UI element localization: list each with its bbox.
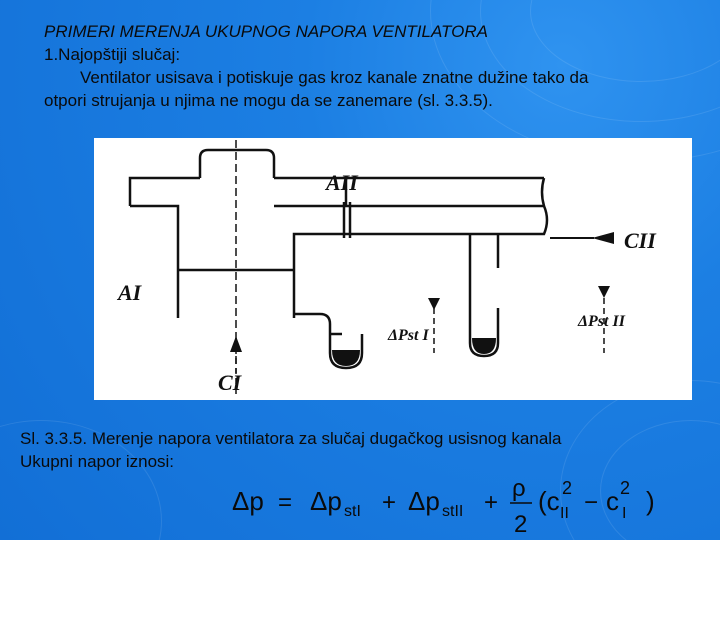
description-line-1: Ventilator usisava i potiskuje gas kroz kanale znatne dužine tako da xyxy=(80,68,589,87)
label-C-I: CI xyxy=(218,370,242,395)
formula-equals: = xyxy=(278,489,293,516)
caption-line-2: Ukupni napor iznosi: xyxy=(20,452,175,471)
formula-sup1: 2 xyxy=(562,478,573,498)
formula-plus2: + xyxy=(484,489,499,516)
formula-term2: Δp xyxy=(408,486,440,516)
formula-c: c xyxy=(606,486,619,516)
formula-sup2: 2 xyxy=(620,478,631,498)
description-line-2: otpori strujanja u njima ne mogu da se zanemare (sl. 3.3.5). xyxy=(44,91,493,110)
diagram-svg xyxy=(94,138,692,400)
total-pressure-formula xyxy=(232,476,672,538)
formula-term2-sub: stII xyxy=(442,503,464,520)
formula-sub-II: II xyxy=(560,505,569,522)
label-A-I: AI xyxy=(118,280,142,305)
slide-title: PRIMERI MERENJA UKUPNOG NAPORA VENTILATORA xyxy=(44,22,488,41)
label-dp-st-I: ΔPst I xyxy=(388,327,429,344)
formula-close: ) xyxy=(646,486,655,516)
label-A-II: AII xyxy=(326,170,358,195)
formula-minus: − xyxy=(584,489,599,516)
formula-rho: ρ xyxy=(512,476,526,502)
formula-term1: Δp xyxy=(310,486,342,516)
formula-lhs: Δp xyxy=(232,486,264,516)
label-dp-st-II: ΔPst II xyxy=(578,313,625,330)
formula-svg xyxy=(232,476,672,538)
label-C-II: CII xyxy=(624,228,656,253)
formula-plus1: + xyxy=(382,489,397,516)
slide-header xyxy=(44,20,704,112)
fan-measurement-diagram xyxy=(94,138,692,400)
formula-sub-I: I xyxy=(622,505,627,522)
formula-term1-sub: stI xyxy=(344,503,361,520)
formula-two: 2 xyxy=(514,511,528,538)
figure-caption xyxy=(20,427,710,473)
caption-line-1: Sl. 3.3.5. Merenje napora ventilatora za slučaj dugačkog usisnog kanala xyxy=(20,429,562,448)
formula-open: (c xyxy=(538,486,560,516)
case-heading: 1.Najopštiji slučaj: xyxy=(44,45,181,64)
